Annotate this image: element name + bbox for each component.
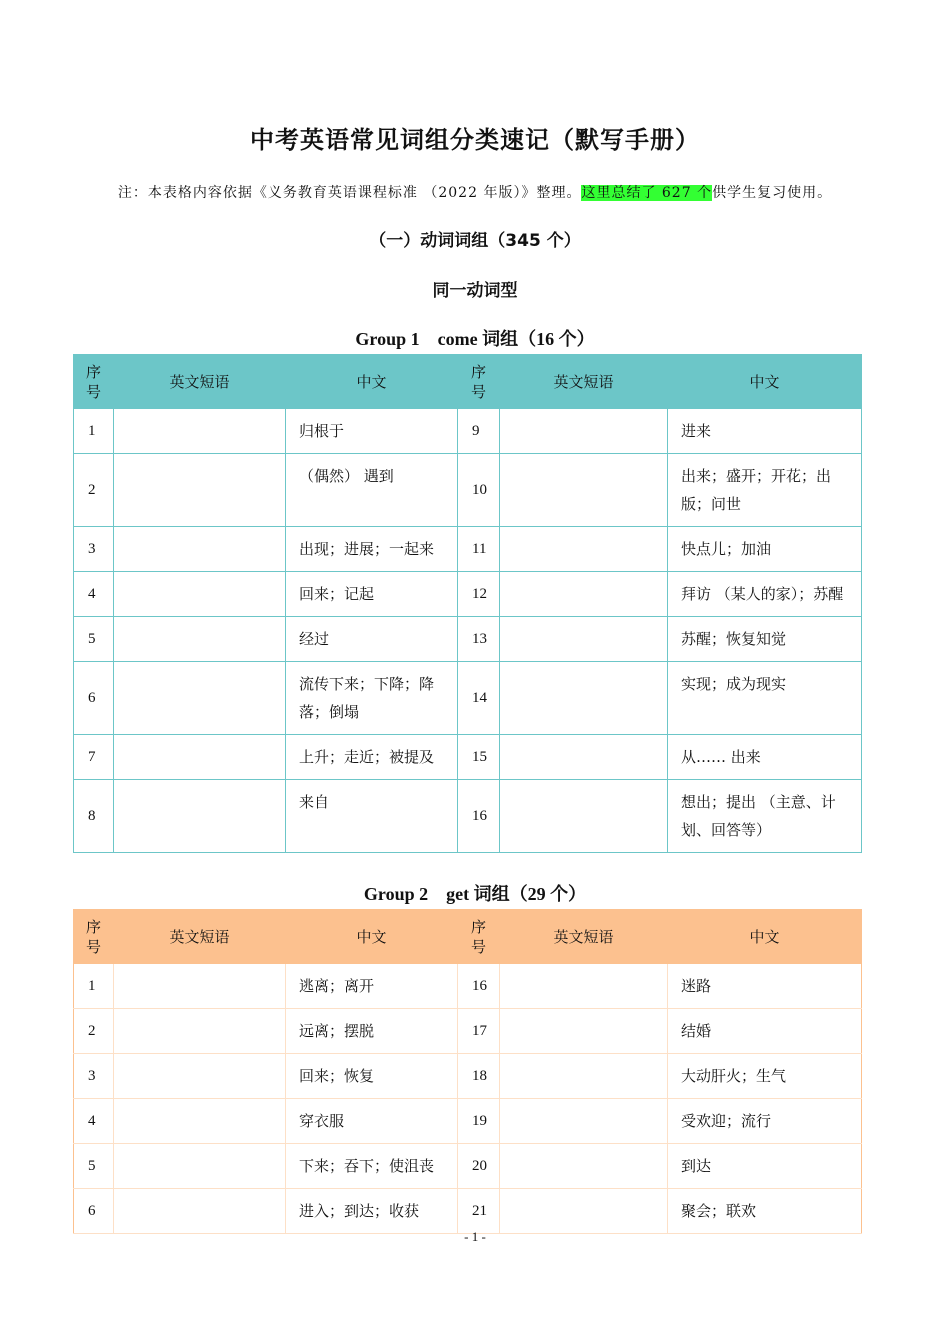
chinese-meaning-right: 出来；盛开；开花；出版；问世 [668,454,862,527]
row-num-right: 18 [458,1054,500,1099]
row-num-left: 1 [74,964,114,1009]
english-phrase-blank-right[interactable] [500,1189,668,1234]
chinese-meaning-right: 苏醒；恢复知觉 [668,617,862,662]
row-num-left: 4 [74,1099,114,1144]
english-phrase-blank-left[interactable] [114,572,286,617]
row-num-right: 11 [458,527,500,572]
header-num-text: 序号 [86,917,102,956]
header-phrase: 英文短语 [114,910,286,964]
chinese-meaning-left: 逃离；离开 [286,964,458,1009]
row-num-left: 7 [74,735,114,780]
table-row [74,454,862,527]
group1-title: Group 1 come 词组（16 个） [355,329,595,349]
header-meaning: 中文 [668,910,862,964]
header-num [458,355,500,409]
english-phrase-blank-right[interactable] [500,572,668,617]
english-phrase-blank-right[interactable] [500,964,668,1009]
header-phrase: 英文短语 [500,910,668,964]
english-phrase-blank-left[interactable] [114,780,286,853]
chinese-meaning-right: 想出；提出 （主意、计划、回答等） [668,780,862,853]
group2-title: Group 2 get 词组（29 个） [363,884,587,904]
row-num-left: 5 [74,617,114,662]
english-phrase-blank-right[interactable] [500,662,668,735]
chinese-meaning-left: 进入；到达；收获 [286,1189,458,1234]
header-num [74,355,114,409]
table-header-row [74,355,862,409]
row-num-right: 10 [458,454,500,527]
chinese-meaning-right: 进来 [668,409,862,454]
row-num-left: 2 [74,1009,114,1054]
table-row [74,780,862,853]
chinese-meaning-right: 结婚 [668,1009,862,1054]
document-title: 中考英语常见词组分类速记（默写手册） [250,126,700,154]
header-num-text: 序号 [471,917,487,956]
chinese-meaning-left: 远离；摆脱 [286,1009,458,1054]
english-phrase-blank-left[interactable] [114,1099,286,1144]
chinese-meaning-right: 从…… 出来 [668,735,862,780]
english-phrase-blank-left[interactable] [114,1009,286,1054]
row-num-right: 19 [458,1099,500,1144]
note-suffix: 供学生复习使用。 [712,185,833,201]
header-meaning: 中文 [286,910,458,964]
group2-table [73,909,862,1234]
chinese-meaning-right: 实现；成为现实 [668,662,862,735]
chinese-meaning-right: 拜访 （某人的家）；苏醒 [668,572,862,617]
english-phrase-blank-right[interactable] [500,1054,668,1099]
chinese-meaning-left: （偶然） 遇到 [286,454,458,527]
header-num [458,910,500,964]
english-phrase-blank-right[interactable] [500,1144,668,1189]
row-num-right: 15 [458,735,500,780]
table-row [74,1189,862,1234]
table-row [74,735,862,780]
english-phrase-blank-right[interactable] [500,617,668,662]
row-num-right: 13 [458,617,500,662]
chinese-meaning-right: 迷路 [668,964,862,1009]
english-phrase-blank-right[interactable] [500,1009,668,1054]
row-num-left: 2 [74,454,114,527]
chinese-meaning-right: 到达 [668,1144,862,1189]
table-row [74,1099,862,1144]
chinese-meaning-left: 穿衣服 [286,1099,458,1144]
header-num [74,910,114,964]
row-num-right: 20 [458,1144,500,1189]
note-prefix: 注：本表格内容依据《义务教育英语课程标准 （2022 年版）》整理。 [117,185,582,201]
table-row [74,527,862,572]
chinese-meaning-left: 流传下来；下降；降落；倒塌 [286,662,458,735]
row-num-left: 6 [74,662,114,735]
chinese-meaning-left: 来自 [286,780,458,853]
chinese-meaning-left: 经过 [286,617,458,662]
section-title: （一）动词词组（345 个） [369,231,581,251]
chinese-meaning-left: 回来；恢复 [286,1054,458,1099]
header-phrase: 英文短语 [500,355,668,409]
english-phrase-blank-left[interactable] [114,1189,286,1234]
row-num-right: 17 [458,1009,500,1054]
row-num-right: 21 [458,1189,500,1234]
note-highlight: 这里总结了 627 个 [581,185,713,201]
group1-table [73,354,862,853]
table-row [74,1054,862,1099]
source-note [0,182,950,202]
english-phrase-blank-left[interactable] [114,409,286,454]
header-num-text: 序号 [471,362,487,401]
english-phrase-blank-left[interactable] [114,527,286,572]
chinese-meaning-right: 大动肝火；生气 [668,1054,862,1099]
english-phrase-blank-left[interactable] [114,454,286,527]
row-num-left: 6 [74,1189,114,1234]
page-number: - 1 - [464,1229,486,1244]
english-phrase-blank-left[interactable] [114,735,286,780]
header-meaning: 中文 [668,355,862,409]
header-meaning: 中文 [286,355,458,409]
row-num-right: 16 [458,780,500,853]
chinese-meaning-right: 受欢迎；流行 [668,1099,862,1144]
chinese-meaning-left: 下来；吞下；使沮丧 [286,1144,458,1189]
english-phrase-blank-right[interactable] [500,780,668,853]
table-row [74,572,862,617]
row-num-left: 5 [74,1144,114,1189]
english-phrase-blank-right[interactable] [500,454,668,527]
row-num-right: 14 [458,662,500,735]
english-phrase-blank-left[interactable] [114,1054,286,1099]
chinese-meaning-right: 聚会；联欢 [668,1189,862,1234]
row-num-left: 3 [74,1054,114,1099]
table-row [74,662,862,735]
row-num-left: 3 [74,527,114,572]
chinese-meaning-right: 快点儿；加油 [668,527,862,572]
table-row [74,617,862,662]
english-phrase-blank-right[interactable] [500,1099,668,1144]
english-phrase-blank-left[interactable] [114,662,286,735]
chinese-meaning-left: 归根于 [286,409,458,454]
english-phrase-blank-left[interactable] [114,1144,286,1189]
row-num-left: 1 [74,409,114,454]
header-phrase: 英文短语 [114,355,286,409]
table-row [74,1009,862,1054]
subsection-title: 同一动词型 [432,281,518,301]
chinese-meaning-left: 回来；记起 [286,572,458,617]
row-num-right: 9 [458,409,500,454]
english-phrase-blank-right[interactable] [500,735,668,780]
english-phrase-blank-left[interactable] [114,964,286,1009]
row-num-right: 12 [458,572,500,617]
table-row [74,1144,862,1189]
chinese-meaning-left: 上升；走近；被提及 [286,735,458,780]
table-row [74,409,862,454]
english-phrase-blank-right[interactable] [500,409,668,454]
english-phrase-blank-right[interactable] [500,527,668,572]
row-num-right: 16 [458,964,500,1009]
table-row [74,964,862,1009]
chinese-meaning-left: 出现；进展；一起来 [286,527,458,572]
row-num-left: 4 [74,572,114,617]
row-num-left: 8 [74,780,114,853]
table-header-row [74,910,862,964]
english-phrase-blank-left[interactable] [114,617,286,662]
header-num-text: 序号 [86,362,102,401]
